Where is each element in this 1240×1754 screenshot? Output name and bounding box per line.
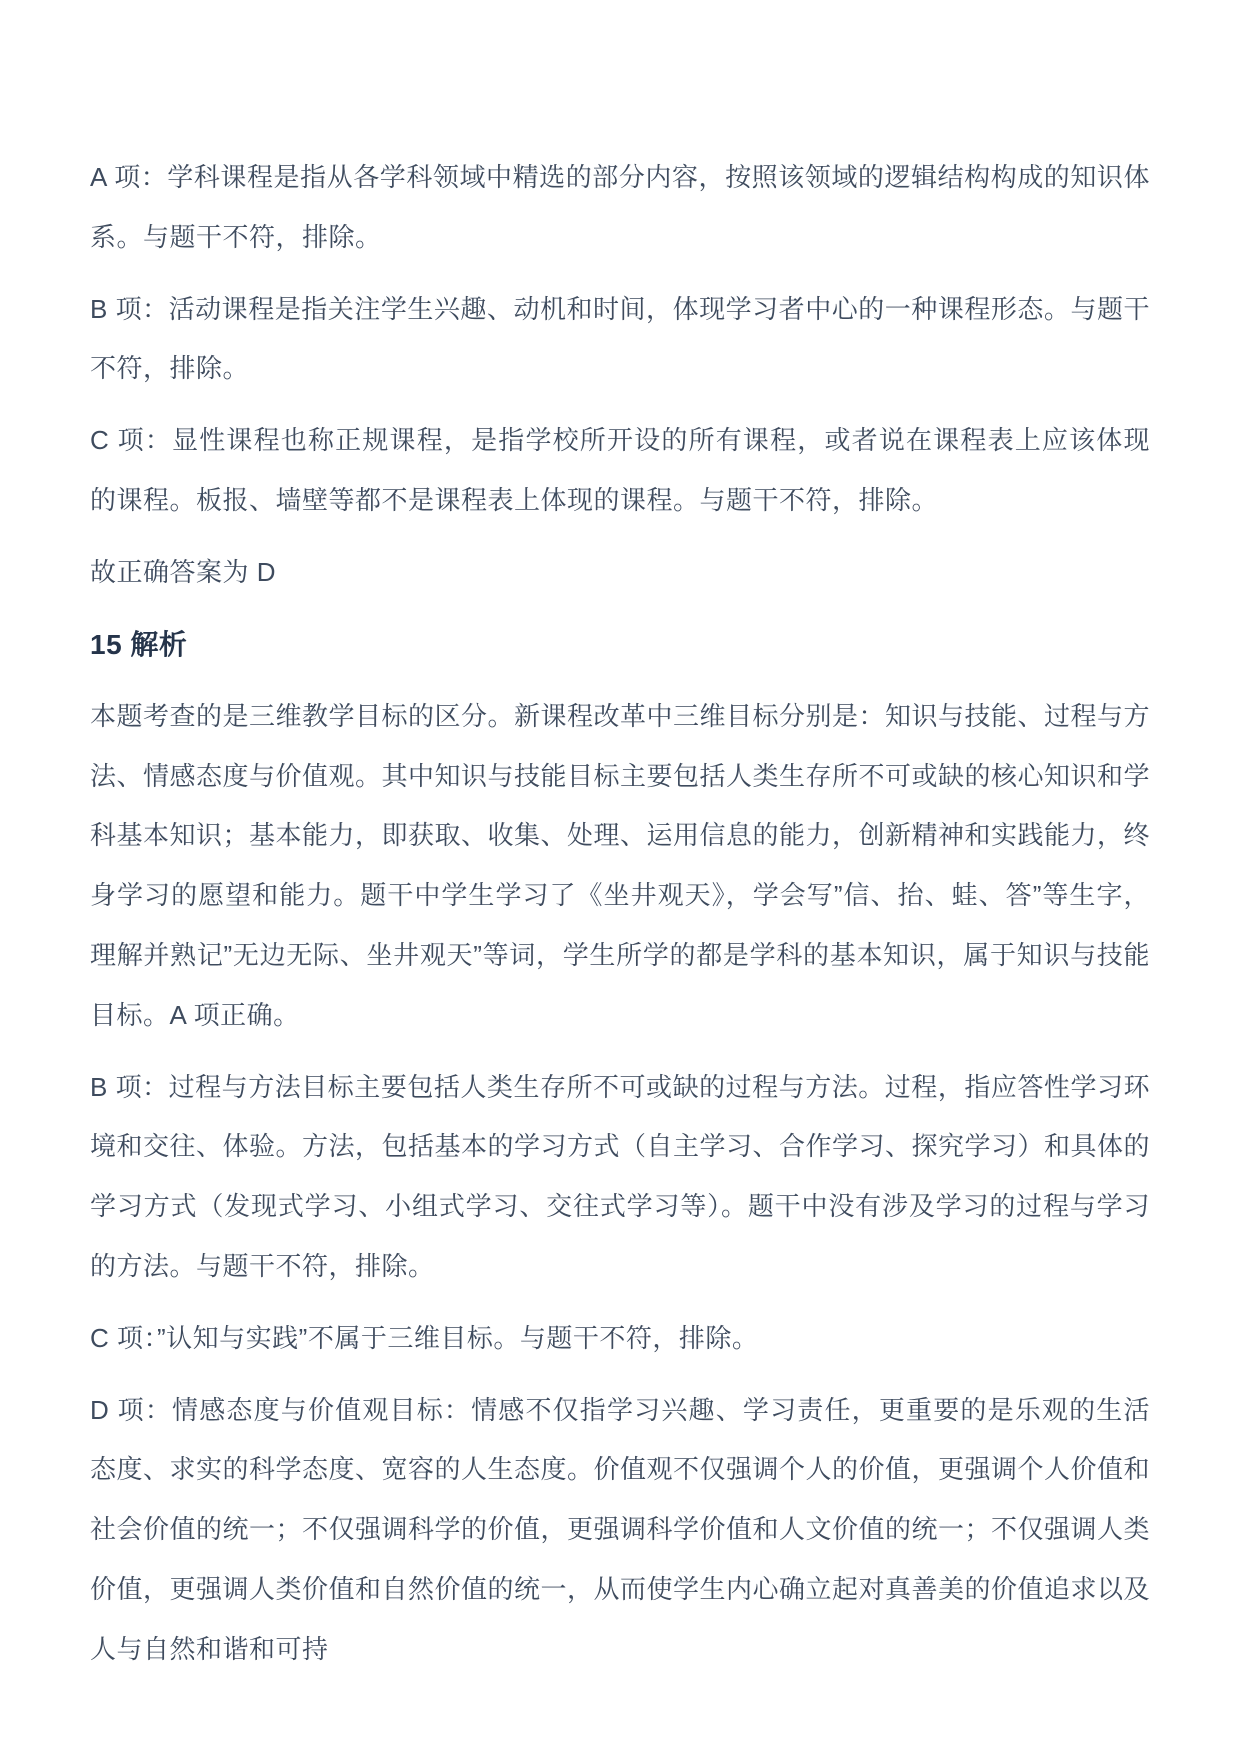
q15-option-b-explanation: B 项：过程与方法目标主要包括人类生存所不可或缺的过程与方法。过程，指应答性学习环境和交往、体验。方法，包括基本的学习方式（自主学习、合作学习、探究学习）和具体的学习方式（发现式学习、小组式学习、交往式学习等）。题干中没有涉及学习的过程与学习的方法。与题干不符，排除。: [90, 1071, 1151, 1281]
q15-option-c-explanation: C 项：”认知与实践”不属于三维目标。与题干不符，排除。: [90, 1322, 759, 1353]
q14-option-b-explanation: B 项：活动课程是指关注学生兴趣、动机和时间，体现学习者中心的一种课程形态。与题干不符，排除。: [90, 293, 1150, 384]
q15-analysis-intro: 本题考查的是三维教学目标的区分。新课程改革中三维目标分别是：知识与技能、过程与方法、情感态度与价值观。其中知识与技能目标主要包括人类生存所不可或缺的核心知识和学科基本知识；基本能力，即获取、收集、处理、运用信息的能力，创新精神和实践能力，终身学习的愿望和能力。题干中学生学习了《坐井观天》，学会写”信、抬、蛙、答”等生字，理解并熟记”无边无际、坐井观天”等词，学生所学的都是学科的基本知识，属于知识与技能目标。A 项正确。: [90, 700, 1151, 1030]
q14-option-c-explanation: C 项：显性课程也称正规课程，是指学校所开设的所有课程，或者说在课程表上应该体现的课程。板报、墙壁等都不是课程表上体现的课程。与题干不符，排除。: [90, 425, 1150, 515]
q14-option-a-explanation: A 项：学科课程是指从各学科领域中精选的部分内容，按照该领域的逻辑结构构成的知识体系。与题干不符，排除。: [90, 162, 1150, 252]
q15-analysis-heading: 15 解析: [90, 628, 188, 660]
q15-option-d-explanation: D 项：情感态度与价值观目标：情感不仅指学习兴趣、学习责任，更重要的是乐观的生活态度、求实的科学态度、宽容的人生态度。价值观不仅强调个人的价值，更强调个人价值和社会价值的统一；不仅强调科学的价值，更强调科学价值和人文价值的统一；不仅强调人类价值，更强调人类价值和自然价值的统一，从而使学生内心确立起对真善美的价值追求以及人与自然和谐和可持: [90, 1394, 1151, 1664]
q14-correct-answer: 故正确答案为 D: [90, 556, 277, 587]
